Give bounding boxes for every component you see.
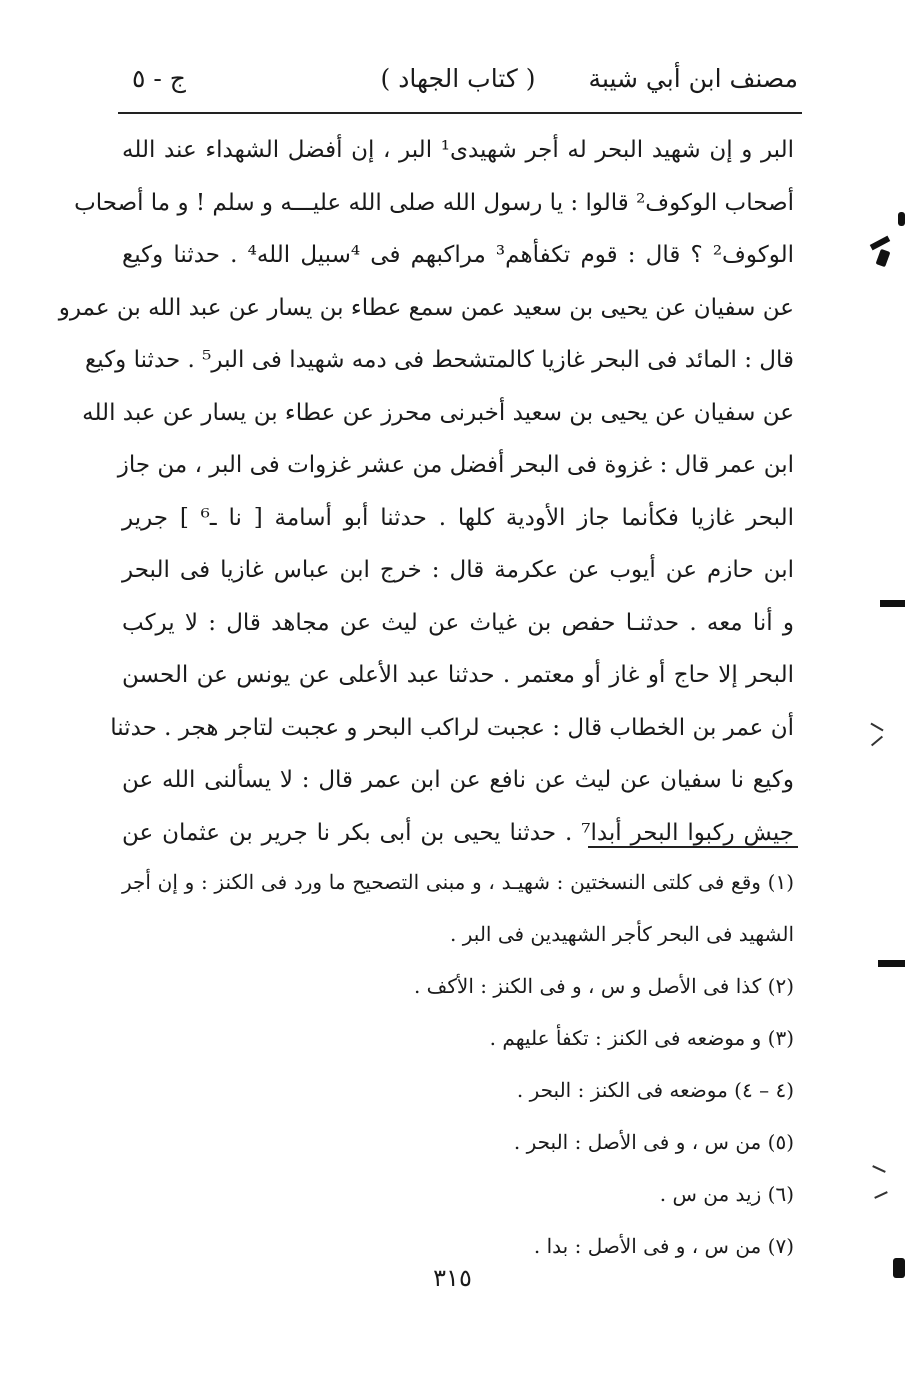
scan-mark bbox=[870, 723, 883, 732]
footnote-line: (٦) زيد من س . bbox=[659, 1182, 794, 1206]
text-line: البحر إلا حاج أو غاز أو معتمر . حدثنا عبد الأعلى عن يونس عن الحسن bbox=[122, 662, 794, 688]
text-line: البحر غازيا فكأنما جاز الأودية كلها . حدثنا أبو أسامة [ نا ـ⁶ ] جرير bbox=[122, 504, 794, 531]
page-number: ٣١٥ bbox=[433, 1264, 472, 1292]
scan-mark bbox=[878, 960, 905, 967]
scan-mark bbox=[893, 1258, 905, 1278]
header-chapter-title: ( كتاب الجهاد ) bbox=[380, 64, 536, 93]
text-line: عن سفيان عن يحيى بن سعيد عمن سمع عطاء بن يسار عن عبد الله بن عمرو bbox=[58, 294, 794, 321]
scan-mark bbox=[876, 249, 891, 267]
footnote-line: (٣) و موضعه فى الكنز : تكفأ عليهم . bbox=[489, 1026, 794, 1050]
footnote-line: (٢) كذا فى الأصل و س ، و فى الكنز : الأكف . bbox=[413, 974, 794, 998]
scan-mark bbox=[898, 212, 905, 226]
text-line: أن عمر بن الخطاب قال : عجبت لراكب البحر و عجبت لتاجر هجر . حدثنا bbox=[110, 714, 794, 741]
scan-mark bbox=[874, 1191, 888, 1199]
text-line: وكيع نا سفيان عن ليث عن نافع عن ابن عمر قال : لا يسألنى الله عن bbox=[122, 767, 794, 793]
scan-mark bbox=[872, 1165, 886, 1173]
scan-mark bbox=[871, 736, 883, 747]
header-volume: ج - ٥ bbox=[132, 64, 186, 93]
text-line: ابن حازم عن أيوب عن عكرمة قال : خرج ابن عباس غازيا فى البحر bbox=[122, 557, 794, 583]
header-rule bbox=[118, 112, 802, 114]
footnote-line: (٧) من س ، و فى الأصل : بدا . bbox=[533, 1234, 794, 1258]
footnotes bbox=[122, 856, 794, 1272]
footnote-line: (٤ – ٤) موضعه فى الكنز : البحر . bbox=[516, 1078, 794, 1102]
footnote-line: الشهيد فى البحر كأجر الشهيدين فى البر . bbox=[450, 922, 794, 946]
running-header bbox=[118, 60, 798, 102]
scan-mark bbox=[870, 236, 890, 251]
main-text bbox=[58, 124, 795, 859]
text-line: أصحاب الوكوف² قالوا : يا رسول الله صلى الله عليـــه و سلم ! و ما أصحاب bbox=[74, 189, 794, 216]
text-line: و أنا معه . حدثنـا حفص بن غياث عن ليث عن مجاهد قال : لا يركب bbox=[122, 609, 794, 636]
text-line: ابن عمر قال : غزوة فى البحر أفضل من عشر غزوات فى البر ، من جاز bbox=[117, 452, 794, 478]
scan-mark bbox=[880, 600, 905, 607]
footnote-line: (١) وقع فى كلتى النسختين : شهيـد ، و مبنى التصحيح ما ورد فى الكنز : و إن أجر bbox=[122, 870, 794, 894]
text-line: الوكوف² ؟ قال : قوم تكفأهم³ مراكبهم فى ⁴سبيل الله⁴ . حدثنا وكيع bbox=[122, 242, 795, 268]
text-line: جيش ركبوا البحر أبدا⁷ . حدثنا يحيى بن أبى بكر نا جرير بن عثمان عن bbox=[122, 819, 794, 846]
header-book-title: مصنف ابن أبي شيبة bbox=[588, 64, 798, 93]
text-line: عن سفيان عن يحيى بن سعيد أخبرنى محرز عن عطاء بن يسار عن عبد الله bbox=[82, 399, 794, 426]
footnote-separator bbox=[588, 846, 798, 848]
text-line: قال : المائد فى البحر غازيا كالمتشحط فى دمه شهيدا فى البر⁵ . حدثنا وكيع bbox=[85, 347, 794, 373]
footnote-line: (٥) من س ، و فى الأصل : البحر . bbox=[513, 1130, 794, 1154]
text-line: البر و إن شهيد البحر له أجر شهيدى¹ البر ، إن أفضل الشهداء عند الله bbox=[122, 137, 794, 163]
